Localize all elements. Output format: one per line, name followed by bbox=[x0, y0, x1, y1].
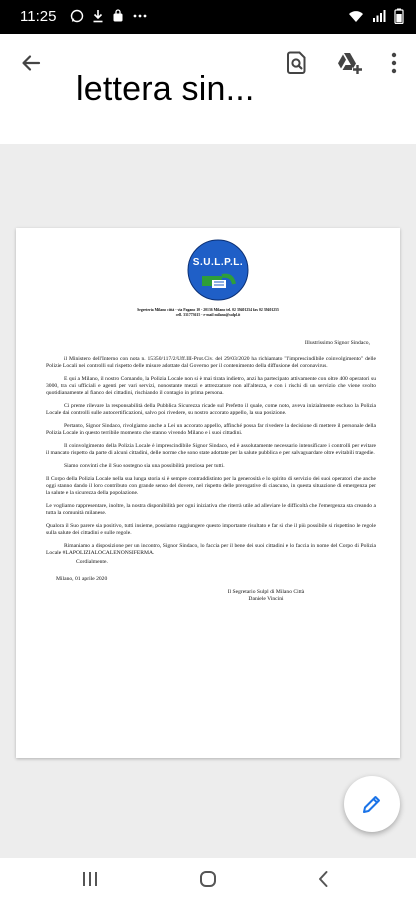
more-dots-icon bbox=[132, 9, 148, 26]
place-date: Milano, 01 aprile 2020 bbox=[56, 576, 108, 582]
recent-apps-icon bbox=[82, 870, 98, 888]
find-in-page-button[interactable] bbox=[280, 46, 314, 80]
signer-title: Il Segretario Sulpl di Milano Città bbox=[227, 589, 305, 595]
back-button[interactable] bbox=[14, 46, 48, 80]
sulpl-logo bbox=[186, 238, 250, 302]
paragraph: Il coinvolgimento della Polizia Locale è imprescindibile Signor Sindaco, ed è assolutamente necessario intensificare i controlli per evitare il mancato rispetto da parte di alcuni cittadini, delle norme che sono state adottate per la salute pubblica e per salvaguardare oltre evitabili tragedie. bbox=[46, 443, 376, 456]
more-options-button[interactable] bbox=[381, 46, 407, 80]
edit-fab-button[interactable] bbox=[344, 776, 400, 832]
arrow-back-icon bbox=[20, 52, 42, 74]
system-back-button[interactable] bbox=[303, 866, 343, 892]
bag-icon bbox=[112, 9, 124, 26]
add-to-drive-button[interactable] bbox=[333, 46, 367, 80]
system-icons bbox=[348, 8, 404, 27]
letterhead-address: Segreteria Milano città - via Pagano 10 - 20136 Milano tel. 02 39401254 fax 02 39401255 bbox=[137, 308, 279, 312]
paragraph: Pertanto, Signor Sindaco, rivolgiamo anche a Lei un accorato appello, affinché possa far rivedere la decisione di mettere il personale della Polizia Locale in questo terribile momento che stanno vivendo Milano e i suoi cittadini. bbox=[46, 423, 376, 436]
pdf-viewer[interactable] bbox=[0, 144, 416, 858]
app-bar bbox=[0, 34, 416, 144]
salutation: Illustrissimo Signor Sindaco, bbox=[304, 340, 370, 346]
paragraph: Siamo convinti che il Suo sostegno sia una possibilità preziosa per tutti. bbox=[64, 463, 225, 469]
edit-pencil-icon bbox=[361, 793, 383, 815]
closing: Cordialmente. bbox=[76, 559, 108, 565]
notification-icons bbox=[70, 9, 148, 26]
signal-icon bbox=[372, 9, 386, 26]
paragraph: Le vogliamo rappresentare, inoltre, la nostra disponibilità per ogni iniziativa che riterrà utile ad alleviare le difficoltà che l'emergenza sta creando a tutta la comunità milanese. bbox=[46, 503, 376, 516]
wifi-icon bbox=[348, 9, 364, 26]
paragraph: Qualora il Suo parere sia positivo, tutti insieme, possiamo raggiungere questo importante risultato e far sì che il più possibile si rispettino le regole sulla salute dei cittadini e sulle regole. bbox=[46, 523, 376, 536]
document-page[interactable] bbox=[16, 228, 400, 758]
download-icon bbox=[92, 9, 104, 26]
home-button[interactable] bbox=[188, 866, 228, 892]
signer-name: Daniele Vincini bbox=[248, 596, 284, 602]
status-time: 11:25 bbox=[20, 8, 57, 25]
home-icon bbox=[199, 870, 217, 888]
whatsapp-icon bbox=[70, 9, 84, 26]
add-to-drive-icon bbox=[337, 51, 363, 75]
paragraph: Rimaniamo a disposizione per un incontro, Signor Sindaco, lo faccia per il bene dei suoi cittadini e lo faccia in nome del Corpo di Polizia Locale #LAPOLIZIALOCALENONSIFERMA. bbox=[46, 543, 376, 556]
paragraph: il Ministero dell'Interno con nota n. 15350/117/2/Uff.III-Prot.Civ. del 29/03/2020 ha richiamato "l'imprescindibile coinvolgimento" delle Polizie Locali nei controlli sul rispetto delle misure adottate dal Governo per il contenimento della diffusione del coronavirus. bbox=[46, 356, 376, 369]
find-in-page-icon bbox=[286, 51, 308, 75]
document-title: lettera sin... bbox=[76, 70, 255, 108]
paragraph: Ci preme rilevare la responsabilità della Pubblica Sicurezza ricade sul Prefetto il quale, come noto, aveva inizialmente escluso la Polizia Locale dai controlli sulle autocertificazioni, salvo poi rivedere, su nostro accorato appello, la sua posizione. bbox=[46, 403, 376, 416]
more-vert-icon bbox=[391, 52, 397, 74]
status-bar bbox=[0, 0, 416, 34]
system-navigation-bar bbox=[0, 858, 416, 900]
letter-body bbox=[46, 340, 376, 609]
letterhead-contacts: cell. 331773615 - e-mail milano@sulpl.it bbox=[175, 313, 241, 318]
nav-back-icon bbox=[317, 870, 329, 888]
letterhead bbox=[46, 308, 370, 318]
logo-text: S.U.L.P.L. bbox=[192, 257, 244, 268]
paragraph: Il Corpo della Polizia Locale nella sua lunga storia si è sempre contraddistinto per la generosità e lo spirito di servizio dei suoi operatori che anche oggi stanno dando il loro contributo con grande senso del dovere, nel rispetto delle prerogative di ciascuno, in questa situazione di emergenza per la salute e la sicurezza della popolazione. bbox=[46, 476, 376, 496]
battery-icon bbox=[394, 8, 404, 27]
recent-apps-button[interactable] bbox=[70, 866, 110, 892]
paragraph: E qui a Milano, il nostro Comando, la Polizia Locale non si è mai tirata indietro, anzi ha partecipato attivamente con oltre 400 operatori su 3000, tra cui ufficiali e agenti per vari servizi, nonostante mezzi e attrezzature non all'altezza, e con i rischi di un servizio che viene svolto quotidianamente al fianco dei cittadini, rischiando il contagio in prima persona. bbox=[46, 376, 376, 396]
